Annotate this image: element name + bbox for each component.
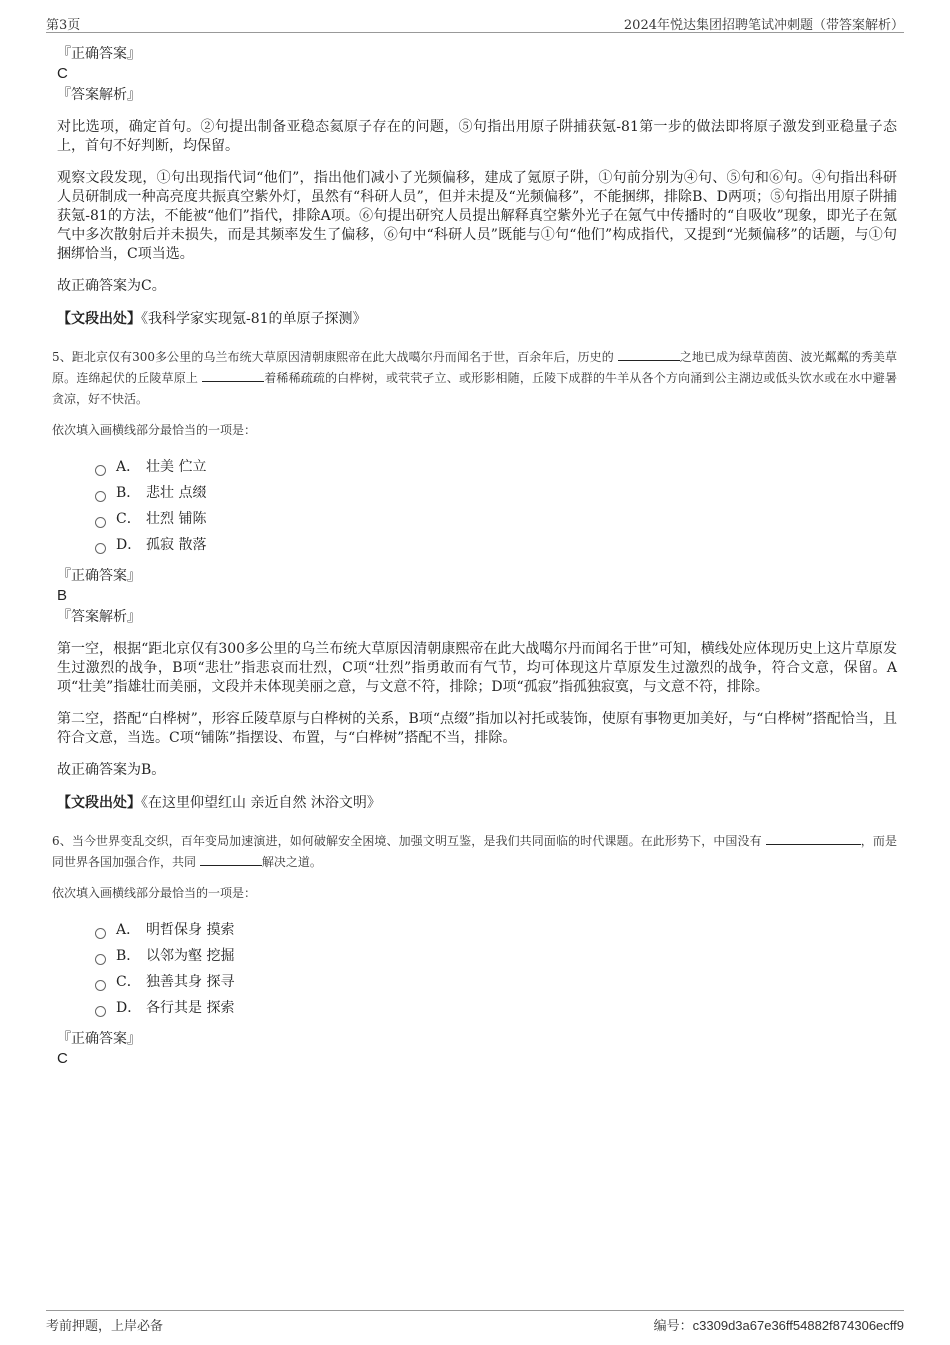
document-title: 2024年悦达集团招聘笔试冲刺题（带答案解析） <box>623 18 904 33</box>
radio-icon[interactable] <box>95 543 106 554</box>
correct-answer-value: C <box>57 65 68 82</box>
option-d[interactable]: D． 孤寂 散落 <box>95 532 897 558</box>
option-b[interactable]: B． 悲壮 点缀 <box>95 480 897 506</box>
correct-answer-value: B <box>57 587 68 604</box>
correct-answer-label: 『正确答案』 <box>57 46 141 62</box>
question-6-text: 6、当今世界变乱交织，百年变局加速演进，如何破解安全困境、加强文明互鉴，是我们共同面临的时代课题。在此形势下，中国没有 ，而是同世界各国加强合作，共同 解决之道。 <box>52 834 897 869</box>
analysis-paragraph: 对比选项，确定首句。②句提出制备亚稳态氦原子存在的问题，⑤句指出用原子阱捕获氪-81第一步的做法即将原子激发到亚稳量子态上，首句不好判断，均保留。 <box>57 119 897 154</box>
analysis-paragraph: 故正确答案为B。 <box>57 762 166 778</box>
page-footer <box>46 1310 904 1335</box>
correct-answer-label: 『正确答案』 <box>57 568 141 584</box>
question-instruction: 依次填入画横线部分最恰当的一项是： <box>52 886 257 900</box>
correct-answer-value: C <box>57 1050 68 1067</box>
document-code: 编号：c3309d3a67e36ff54882f874306ecff9 <box>653 1318 904 1333</box>
source-title: 《在这里仰望红山 亲近自然 沐浴文明》 <box>141 795 381 811</box>
option-b[interactable]: B． 以邻为壑 挖掘 <box>95 943 897 969</box>
analysis-label: 『答案解析』 <box>57 87 141 103</box>
radio-icon[interactable] <box>95 517 106 528</box>
radio-icon[interactable] <box>95 980 106 991</box>
source-label: 【文段出处】 <box>57 795 141 811</box>
option-d[interactable]: D． 各行其是 探索 <box>95 995 897 1021</box>
document-body <box>52 44 897 1070</box>
page-header <box>46 12 904 33</box>
radio-icon[interactable] <box>95 491 106 502</box>
footer-slogan: 考前押题，上岸必备 <box>46 1319 164 1334</box>
analysis-paragraph: 故正确答案为C。 <box>57 278 166 294</box>
question-instruction: 依次填入画横线部分最恰当的一项是： <box>52 423 257 437</box>
analysis-paragraph: 观察文段发现，①句出现指代词“他们”，指出他们减小了光频偏移，建成了氪原子阱，①句前分别为④句、⑤句和⑥句。④句指出科研人员研制成一种高亮度共振真空紫外灯，虽然有“科研人员”，但并未提及“光频偏移”，不能捆绑，排除B、D两项；⑤句指出用原子阱捕获氪-81的方法，不能被“他们”指代，排除A项。⑥句提出研究人员提出解释真空紫外光子在氪气中传播时的“自吸收”现象，即光子在氪气中多次散射后并未损失，而是其频率发生了偏移，⑥句中“科研人员”既能与①句“他们”构成指代，又提到“光频偏移”的话题，与①句捆绑恰当，C项当选。 <box>57 170 897 262</box>
option-a[interactable]: A． 壮美 伫立 <box>95 454 897 480</box>
source-label: 【文段出处】 <box>57 311 141 327</box>
radio-icon[interactable] <box>95 1006 106 1017</box>
radio-icon[interactable] <box>95 465 106 476</box>
page-number: 第3页 <box>46 18 81 33</box>
radio-icon[interactable] <box>95 954 106 965</box>
fill-blank <box>618 348 680 361</box>
analysis-paragraph: 第二空，搭配“白桦树”，形容丘陵草原与白桦树的关系，B项“点缀”指加以衬托或装饰，使原有事物更加美好，与“白桦树”搭配恰当，且符合文意，当选。C项“铺陈”指摆设、布置，与“白桦树”搭配不当，排除。 <box>57 711 897 746</box>
fill-blank <box>200 853 262 866</box>
option-c[interactable]: C． 壮烈 铺陈 <box>95 506 897 532</box>
analysis-paragraph: 第一空，根据“距北京仅有300多公里的乌兰布统大草原因清朝康熙帝在此大战噶尔丹而闻名于世”可知，横线处应体现历史上这片草原发生过激烈的战争，B项“悲壮”指悲哀而壮烈，C项“壮烈”指勇敢而有气节，均可体现这片草原发生过激烈的战争，符合文意，保留。A项“壮美”指雄壮而美丽，文段并未体现美丽之意，与文意不符，排除；D项“孤寂”指孤独寂寞，与文意不符，排除。 <box>57 641 897 695</box>
fill-blank <box>202 369 264 382</box>
correct-answer-label: 『正确答案』 <box>57 1031 141 1047</box>
question-5-options <box>95 454 897 558</box>
question-5-text: 5、距北京仅有300多公里的乌兰布统大草原因清朝康熙帝在此大战噶尔丹而闻名于世，百余年后，历史的 之地已成为绿草茵茵、波光粼粼的秀美草原。连绵起伏的丘陵草原上 着稀稀疏疏的白桦树，或茕茕孑立、或形影相随，丘陵下成群的牛羊从各个方向涌到公主湖边或低头饮水或在水中避暑贪凉，好不快活。 <box>52 350 897 406</box>
question-6-options <box>95 917 897 1021</box>
radio-icon[interactable] <box>95 928 106 939</box>
analysis-label: 『答案解析』 <box>57 609 141 625</box>
option-c[interactable]: C． 独善其身 探寻 <box>95 969 897 995</box>
option-a[interactable]: A． 明哲保身 摸索 <box>95 917 897 943</box>
fill-blank <box>766 832 861 845</box>
source-title: 《我科学家实现氪-81的单原子探测》 <box>141 311 367 327</box>
source-line <box>57 309 897 329</box>
source-line <box>57 793 897 813</box>
